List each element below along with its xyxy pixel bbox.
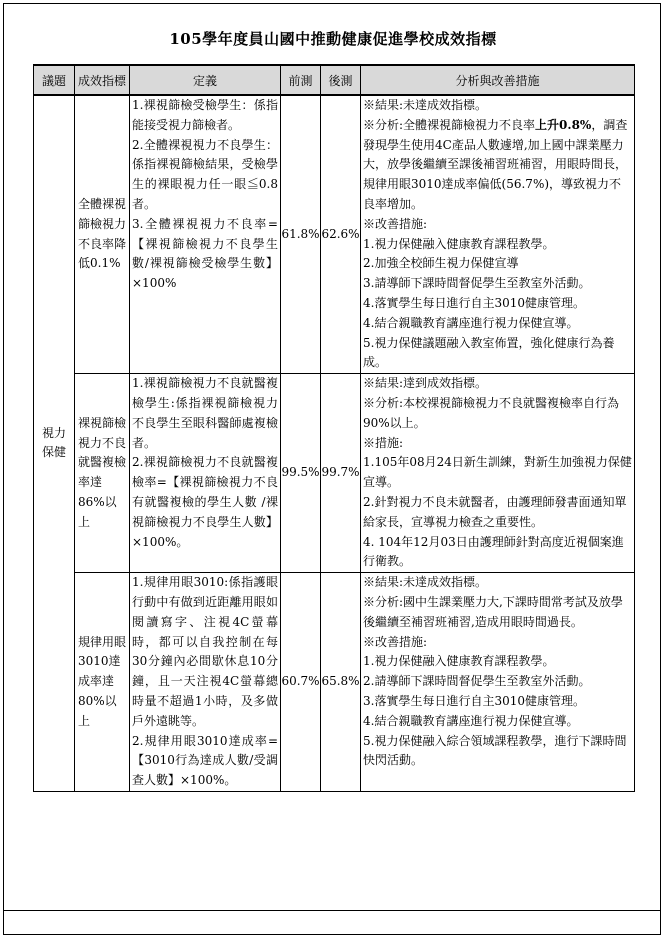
definition-line: 1.裸視篩檢受檢學生：係指能接受視力篩檢者。 xyxy=(132,98,278,132)
analysis-line: 3.落實學生每日進行自主3010健康管理。 xyxy=(363,693,585,708)
table-header-row xyxy=(34,65,635,95)
analysis-cell xyxy=(361,374,635,573)
analysis-line: 1.視力保健融入健康教育課程教學。 xyxy=(363,236,555,251)
analysis-line: 2.針對視力不良未就醫者，由護理師發書面通知單給家長，宣導視力檢查之重要性。 xyxy=(363,494,627,529)
header-indicator: 成效指標 xyxy=(75,65,130,95)
analysis-line: 2.加強全校師生視力保健宣導 xyxy=(363,256,519,271)
analysis-line: ※分析:國中生課業壓力大,下課時間常考試及放學後繼續至補習班補習,造成用眼時間過長。 xyxy=(363,594,623,629)
header-definition: 定義 xyxy=(130,65,281,95)
posttest-value: 62.6% xyxy=(321,95,361,374)
document-title: 105學年度員山國中推動健康促進學校成效指標 xyxy=(169,30,497,48)
analysis-emphasis: 上升0.8% xyxy=(535,117,592,132)
indicator-table xyxy=(33,64,635,792)
analysis-line: ※措施: xyxy=(363,435,404,450)
analysis-line: ※改善措施: xyxy=(363,634,428,649)
analysis-line: 4. 104年12月03日由護理師針對高度近視個案進行衛教。 xyxy=(363,534,624,569)
analysis-line: 5.視力保健融入綜合領域課程教學，進行下課時間快閃活動。 xyxy=(363,733,627,768)
definition-line: 1.規律用眼3010:係指護眼行動中有做到近距離用眼如閱讀寫字、注視4C螢幕時，都可以自我控制在每30分鐘內必間歇休息10分鐘，且一天注視4C螢幕總時量不超過1小時，及多做戶外遠眺等。 xyxy=(132,575,278,728)
pretest-value: 61.8% xyxy=(281,95,321,374)
analysis-line: ※結果:未達成效指標。 xyxy=(363,98,488,112)
indicator-table-wrapper xyxy=(33,64,634,792)
analysis-text: ※分析:全體裸視篩檢視力不良率 xyxy=(363,117,536,132)
definition-line: 3.全體裸視視力不良率=【裸視篩檢視力不良學生數/裸視篩檢受檢學生數】×100% xyxy=(132,216,278,291)
analysis-line: 4.結合親職教育講座進行視力保健宣導。 xyxy=(363,315,579,330)
posttest-value: 99.7% xyxy=(321,374,361,573)
pretest-value: 60.7% xyxy=(281,573,321,792)
analysis-line: 4.結合親職教育講座進行視力保健宣導。 xyxy=(363,713,579,728)
analysis-line: 2.請導師下課時間督促學生至教室外活動。 xyxy=(363,674,591,689)
table-row xyxy=(34,374,635,573)
definition-line: 2.全體裸視視力不良學生：係指裸視篩檢結果，受檢學生的裸眼視力任一眼≦0.8者。 xyxy=(132,137,278,211)
analysis-line: 4.落實學生每日進行自主3010健康管理。 xyxy=(363,295,585,310)
definition-line: 2.裸視篩檢視力不良就醫複檢率=【裸視篩檢視力不良有就醫複檢的學生人數 /裸視篩檢視力不良學生人數】×100%。 xyxy=(132,455,278,549)
analysis-cell xyxy=(361,573,635,792)
definition-cell xyxy=(130,95,281,374)
analysis-line: 5.視力保健議題融入教室佈置，強化健康行為養成。 xyxy=(363,335,615,370)
analysis-text-rest: ，調查發現學生使用4C產品人數遽增,加上國中課業壓力大，放學後繼續至課後補習班補習，用眼時間長，規律用眼3010達成率偏低(56.7%)，導致視力不良率增加。 xyxy=(363,117,628,211)
table-row xyxy=(34,95,635,374)
pretest-value: 99.5% xyxy=(281,374,321,573)
footer-rule xyxy=(3,910,661,911)
analysis-line: ※改善措施: xyxy=(363,216,428,231)
analysis-line: 1.105年08月24日新生訓練，對新生加強視力保健宣導。 xyxy=(363,455,632,490)
header-topic: 議題 xyxy=(34,65,75,95)
posttest-value: 65.8% xyxy=(321,573,361,792)
indicator-cell: 裸視篩檢視力不良就醫複檢率達86%以上 xyxy=(75,374,130,573)
analysis-line xyxy=(363,116,632,215)
definition-line: 1.裸視篩檢視力不良就醫複檢學生:係指裸視篩檢視力不良學生至眼科醫師處複檢者。 xyxy=(132,376,278,450)
analysis-cell xyxy=(361,95,635,374)
indicator-cell: 規律用眼3010達成率達80%以上 xyxy=(75,573,130,792)
definition-cell xyxy=(130,374,281,573)
table-row xyxy=(34,573,635,792)
header-analysis: 分析與改善措施 xyxy=(361,65,635,95)
definition-line: 2.規律用眼3010達成率=【3010行為達成人數/受調查人數】×100%。 xyxy=(132,733,278,788)
analysis-line: ※分析:本校裸視篩檢視力不良就醫複檢率自行為90%以上。 xyxy=(363,395,620,430)
analysis-line: ※結果:未達成效指標。 xyxy=(363,575,488,590)
analysis-line: 1.視力保健融入健康教育課程教學。 xyxy=(363,654,555,669)
header-pretest: 前測 xyxy=(281,65,321,95)
analysis-line: 3.請導師下課時間督促學生至教室外活動。 xyxy=(363,276,591,291)
definition-cell xyxy=(130,573,281,792)
header-posttest: 後測 xyxy=(321,65,361,95)
topic-cell: 視力保健 xyxy=(34,95,75,791)
indicator-cell: 全體裸視篩檢視力不良率降低0.1% xyxy=(75,95,130,374)
analysis-line: ※結果:達到成效指標。 xyxy=(363,376,488,391)
